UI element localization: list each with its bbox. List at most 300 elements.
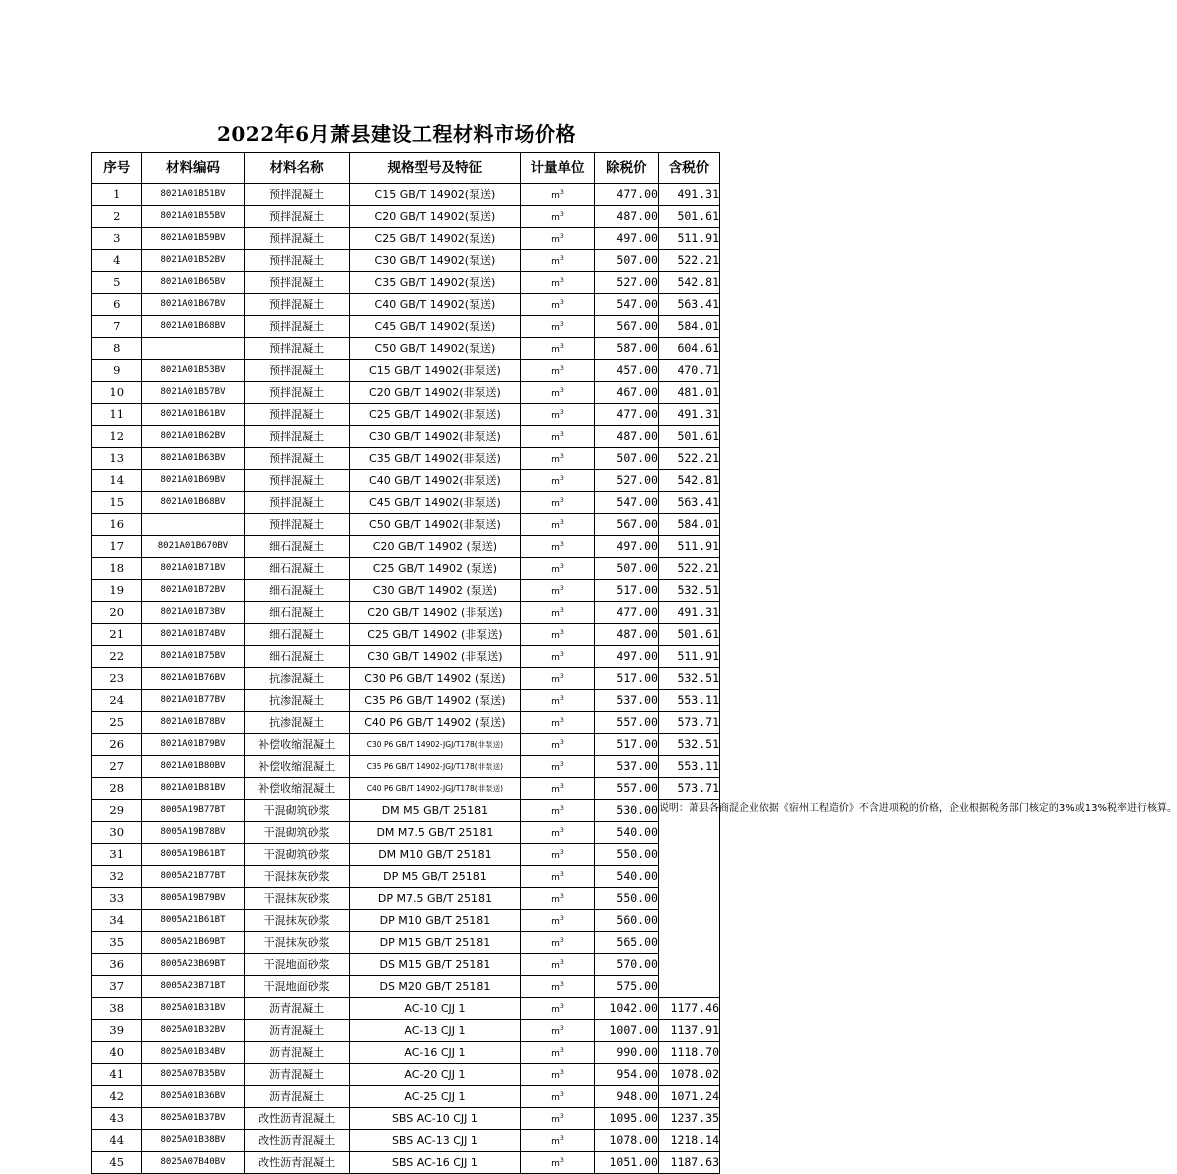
row-number: 42 [92,1086,142,1108]
unit-cubic-meter [521,976,595,998]
spec-description: C50 GB/T 14902(泵送) [349,338,520,360]
material-name: 干混抹灰砂浆 [244,910,349,932]
spec-description: AC-10 CJJ 1 [349,998,520,1020]
unit-exponent: 3 [559,783,564,790]
price-excl-tax: 1095.00 [594,1108,658,1130]
material-code: 8005A19B77BT [142,800,244,822]
spec-description: C25 GB/T 14902 (非泵送) [349,624,520,646]
unit-exponent: 3 [559,541,564,548]
row-number: 35 [92,932,142,954]
price-incl-tax: 1218.14 [658,1130,719,1152]
row-number: 32 [92,866,142,888]
unit-cubic-meter [521,184,595,206]
unit-base: m [551,653,560,663]
table-row [92,360,720,382]
spec-description: C35 GB/T 14902(非泵送) [349,448,520,470]
spec-description: C35 P6 GB/T 14902 (泵送) [349,690,520,712]
unit-base: m [551,785,560,795]
unit-cubic-meter [521,404,595,426]
unit-cubic-meter [521,492,595,514]
price-excl-tax: 540.00 [594,866,658,888]
unit-exponent: 3 [559,211,564,218]
spec-description: DP M15 GB/T 25181 [349,932,520,954]
unit-exponent: 3 [559,431,564,438]
material-name: 干混抹灰砂浆 [244,932,349,954]
row-number: 17 [92,536,142,558]
table-row [92,206,720,228]
material-name: 沥青混凝土 [244,1064,349,1086]
material-name: 补偿收缩混凝土 [244,734,349,756]
row-number: 4 [92,250,142,272]
unit-cubic-meter [521,1020,595,1042]
unit-base: m [551,587,560,597]
header-name: 材料名称 [244,153,349,184]
header-price: 除税价 [594,153,658,184]
price-excl-tax: 547.00 [594,492,658,514]
row-number: 41 [92,1064,142,1086]
material-name: 干混地面砂浆 [244,976,349,998]
unit-exponent: 3 [559,1069,564,1076]
material-name: 细石混凝土 [244,580,349,602]
unit-base: m [551,455,560,465]
unit-exponent: 3 [559,387,564,394]
price-excl-tax: 507.00 [594,250,658,272]
unit-exponent: 3 [559,849,564,856]
spec-description: C30 GB/T 14902(泵送) [349,250,520,272]
unit-base: m [551,829,560,839]
price-incl-tax: 542.81 [658,272,719,294]
material-code: 8025A01B37BV [142,1108,244,1130]
unit-base: m [551,279,560,289]
table-row [92,558,720,580]
unit-exponent: 3 [559,277,564,284]
material-code: 8021A01B62BV [142,426,244,448]
table-row [92,954,720,976]
price-incl-tax: 522.21 [658,448,719,470]
price-incl-tax: 511.91 [658,536,719,558]
header-unit: 计量单位 [521,153,595,184]
row-number: 6 [92,294,142,316]
price-incl-tax: 553.11 [658,756,719,778]
material-name: 预拌混凝土 [244,272,349,294]
row-number: 23 [92,668,142,690]
unit-base: m [551,213,560,223]
unit-cubic-meter [521,888,595,910]
material-name: 干混抹灰砂浆 [244,866,349,888]
material-code: 8005A21B77BT [142,866,244,888]
spec-description: C30 GB/T 14902(非泵送) [349,426,520,448]
unit-cubic-meter [521,954,595,976]
unit-base: m [551,609,560,619]
spec-description: C30 GB/T 14902 (非泵送) [349,646,520,668]
row-number: 16 [92,514,142,536]
unit-base: m [551,983,560,993]
price-excl-tax: 507.00 [594,558,658,580]
material-code: 8021A01B57BV [142,382,244,404]
unit-exponent: 3 [559,475,564,482]
material-code [142,338,244,360]
price-incl-tax: 584.01 [658,514,719,536]
unit-exponent: 3 [559,409,564,416]
unit-base: m [551,807,560,817]
material-name: 预拌混凝土 [244,360,349,382]
price-incl-tax: 511.91 [658,228,719,250]
price-excl-tax: 497.00 [594,536,658,558]
unit-cubic-meter [521,250,595,272]
spec-description: SBS AC-13 CJJ 1 [349,1130,520,1152]
price-excl-tax: 1051.00 [594,1152,658,1174]
spec-description: SBS AC-16 CJJ 1 [349,1152,520,1174]
price-excl-tax: 527.00 [594,470,658,492]
unit-exponent: 3 [559,585,564,592]
table-row [92,294,720,316]
material-code: 8025A01B38BV [142,1130,244,1152]
material-code [142,514,244,536]
spec-description: C35 P6 GB/T 14902-JGJ/T178(非泵送) [349,756,520,778]
page-title: 2022年6月萧县建设工程材料市场价格 [216,122,577,146]
unit-cubic-meter [521,1152,595,1174]
header-spec: 规格型号及特征 [349,153,520,184]
row-number: 45 [92,1152,142,1174]
unit-cubic-meter [521,338,595,360]
price-incl-tax: 532.51 [658,734,719,756]
price-excl-tax: 477.00 [594,404,658,426]
spec-description: C20 GB/T 14902(泵送) [349,206,520,228]
price-incl-tax: 470.71 [658,360,719,382]
price-excl-tax: 537.00 [594,690,658,712]
row-number: 12 [92,426,142,448]
unit-cubic-meter [521,382,595,404]
price-excl-tax: 1007.00 [594,1020,658,1042]
unit-exponent: 3 [559,959,564,966]
material-code: 8005A21B69BT [142,932,244,954]
unit-exponent: 3 [559,453,564,460]
spec-description: C20 GB/T 14902 (非泵送) [349,602,520,624]
material-code: 8005A19B61BT [142,844,244,866]
spec-description: C30 GB/T 14902 (泵送) [349,580,520,602]
unit-exponent: 3 [559,717,564,724]
row-number: 19 [92,580,142,602]
unit-base: m [551,1027,560,1037]
unit-cubic-meter [521,426,595,448]
row-number: 29 [92,800,142,822]
material-name: 沥青混凝土 [244,1042,349,1064]
unit-cubic-meter [521,932,595,954]
unit-base: m [551,477,560,487]
table-row [92,888,720,910]
row-number: 30 [92,822,142,844]
spec-description: DM M5 GB/T 25181 [349,800,520,822]
unit-cubic-meter [521,1130,595,1152]
spec-description: C40 GB/T 14902(泵送) [349,294,520,316]
material-code: 8025A01B34BV [142,1042,244,1064]
table-row [92,250,720,272]
material-name: 补偿收缩混凝土 [244,756,349,778]
unit-exponent: 3 [559,1157,564,1164]
price-excl-tax: 570.00 [594,954,658,976]
table-row [92,646,720,668]
unit-cubic-meter [521,536,595,558]
price-incl-tax: 501.61 [658,624,719,646]
material-code: 8021A01B55BV [142,206,244,228]
unit-exponent: 3 [559,365,564,372]
material-code: 8021A01B52BV [142,250,244,272]
unit-cubic-meter [521,360,595,382]
unit-base: m [551,675,560,685]
price-incl-tax: 573.71 [658,778,719,800]
unit-exponent: 3 [559,519,564,526]
material-name: 预拌混凝土 [244,250,349,272]
price-excl-tax: 537.00 [594,756,658,778]
material-name: 预拌混凝土 [244,514,349,536]
row-number: 25 [92,712,142,734]
unit-base: m [551,1093,560,1103]
unit-cubic-meter [521,866,595,888]
unit-cubic-meter [521,778,595,800]
unit-cubic-meter [521,668,595,690]
row-number: 31 [92,844,142,866]
unit-base: m [551,763,560,773]
unit-base: m [551,1071,560,1081]
spec-description: DS M15 GB/T 25181 [349,954,520,976]
spec-description: DP M7.5 GB/T 25181 [349,888,520,910]
material-code: 8021A01B65BV [142,272,244,294]
table-row [92,844,720,866]
material-code: 8021A01B79BV [142,734,244,756]
material-name: 预拌混凝土 [244,206,349,228]
material-name: 预拌混凝土 [244,338,349,360]
price-excl-tax: 567.00 [594,514,658,536]
price-incl-tax: 1071.24 [658,1086,719,1108]
material-code: 8021A01B74BV [142,624,244,646]
material-name: 预拌混凝土 [244,426,349,448]
table-row [92,734,720,756]
header-code: 材料编码 [142,153,244,184]
table-row [92,426,720,448]
spec-description: C45 GB/T 14902(非泵送) [349,492,520,514]
row-number: 8 [92,338,142,360]
spec-description: DP M5 GB/T 25181 [349,866,520,888]
table-row [92,536,720,558]
unit-exponent: 3 [559,1025,564,1032]
table-row [92,316,720,338]
material-name: 细石混凝土 [244,536,349,558]
row-number: 11 [92,404,142,426]
row-number: 13 [92,448,142,470]
unit-base: m [551,235,560,245]
price-incl-tax: 1237.35 [658,1108,719,1130]
unit-cubic-meter [521,624,595,646]
spec-description: C15 GB/T 14902(非泵送) [349,360,520,382]
unit-exponent: 3 [559,827,564,834]
spec-description: C20 GB/T 14902 (泵送) [349,536,520,558]
unit-exponent: 3 [559,893,564,900]
row-number: 34 [92,910,142,932]
table-row [92,1042,720,1064]
unit-base: m [551,961,560,971]
price-excl-tax: 587.00 [594,338,658,360]
unit-exponent: 3 [559,255,564,262]
unit-exponent: 3 [559,497,564,504]
spec-description: C20 GB/T 14902(非泵送) [349,382,520,404]
table-row [92,1064,720,1086]
spec-description: DM M10 GB/T 25181 [349,844,520,866]
price-excl-tax: 948.00 [594,1086,658,1108]
table-row [92,602,720,624]
material-name: 干混地面砂浆 [244,954,349,976]
price-incl-tax: 491.31 [658,184,719,206]
row-number: 9 [92,360,142,382]
material-code: 8025A07B40BV [142,1152,244,1174]
unit-cubic-meter [521,602,595,624]
price-excl-tax: 1078.00 [594,1130,658,1152]
unit-base: m [551,1159,560,1169]
unit-base: m [551,1115,560,1125]
price-excl-tax: 487.00 [594,426,658,448]
table-row [92,910,720,932]
table-row [92,272,720,294]
price-excl-tax: 477.00 [594,602,658,624]
row-number: 14 [92,470,142,492]
price-incl-tax: 501.61 [658,206,719,228]
material-name: 预拌混凝土 [244,404,349,426]
material-name: 预拌混凝土 [244,382,349,404]
spec-description: AC-25 CJJ 1 [349,1086,520,1108]
material-code: 8021A01B80BV [142,756,244,778]
material-code: 8021A01B75BV [142,646,244,668]
material-code: 8021A01B67BV [142,294,244,316]
material-name: 预拌混凝土 [244,184,349,206]
price-incl-tax: 532.51 [658,668,719,690]
table-row [92,228,720,250]
unit-cubic-meter [521,1064,595,1086]
unit-cubic-meter [521,712,595,734]
material-code: 8021A01B78BV [142,712,244,734]
spec-description: C15 GB/T 14902(泵送) [349,184,520,206]
row-number: 43 [92,1108,142,1130]
spec-description: C25 GB/T 14902(非泵送) [349,404,520,426]
unit-base: m [551,301,560,311]
table-row [92,624,720,646]
price-incl-tax: 1078.02 [658,1064,719,1086]
unit-base: m [551,741,560,751]
unit-exponent: 3 [559,1113,564,1120]
material-name: 补偿收缩混凝土 [244,778,349,800]
unit-exponent: 3 [559,915,564,922]
unit-base: m [551,191,560,201]
material-name: 改性沥青混凝土 [244,1130,349,1152]
spec-description: AC-13 CJJ 1 [349,1020,520,1042]
table-row [92,822,720,844]
row-number: 27 [92,756,142,778]
spec-description: AC-16 CJJ 1 [349,1042,520,1064]
spec-description: C35 GB/T 14902(泵送) [349,272,520,294]
table-row [92,1130,720,1152]
material-name: 细石混凝土 [244,646,349,668]
unit-cubic-meter [521,646,595,668]
price-incl-tax: 522.21 [658,558,719,580]
row-number: 7 [92,316,142,338]
price-excl-tax: 497.00 [594,646,658,668]
material-code: 8021A01B68BV [142,316,244,338]
table-row [92,976,720,998]
table-row [92,1086,720,1108]
unit-cubic-meter [521,1108,595,1130]
material-code: 8021A01B73BV [142,602,244,624]
unit-base: m [551,257,560,267]
price-excl-tax: 540.00 [594,822,658,844]
row-number: 21 [92,624,142,646]
unit-cubic-meter [521,910,595,932]
tax-note: 说明：萧县各商混企业依据《宿州工程造价》不含进项税的价格，企业根据税务部门核定的3%或13%税率进行核算。 [658,800,719,998]
unit-base: m [551,1049,560,1059]
unit-exponent: 3 [559,981,564,988]
price-incl-tax: 481.01 [658,382,719,404]
price-incl-tax: 532.51 [658,580,719,602]
material-name: 沥青混凝土 [244,1086,349,1108]
unit-exponent: 3 [559,321,564,328]
row-number: 36 [92,954,142,976]
unit-cubic-meter [521,294,595,316]
spec-description: C25 GB/T 14902 (泵送) [349,558,520,580]
unit-base: m [551,1005,560,1015]
row-number: 44 [92,1130,142,1152]
price-incl-tax: 491.31 [658,404,719,426]
row-number: 5 [92,272,142,294]
table-row [92,580,720,602]
unit-exponent: 3 [559,937,564,944]
price-excl-tax: 527.00 [594,272,658,294]
spec-description: SBS AC-10 CJJ 1 [349,1108,520,1130]
material-name: 抗渗混凝土 [244,668,349,690]
price-incl-tax: 563.41 [658,492,719,514]
price-incl-tax: 604.61 [658,338,719,360]
unit-exponent: 3 [559,233,564,240]
row-number: 24 [92,690,142,712]
price-incl-tax: 1177.46 [658,998,719,1020]
table-body [92,184,1177,1174]
price-excl-tax: 517.00 [594,668,658,690]
table-row [92,338,720,360]
unit-cubic-meter [521,272,595,294]
unit-cubic-meter [521,844,595,866]
row-number: 37 [92,976,142,998]
table-row [92,382,720,404]
unit-base: m [551,939,560,949]
unit-base: m [551,851,560,861]
table-row [92,668,720,690]
price-incl-tax: 501.61 [658,426,719,448]
material-name: 干混砌筑砂浆 [244,822,349,844]
row-number: 10 [92,382,142,404]
unit-base: m [551,367,560,377]
price-incl-tax: 584.01 [658,316,719,338]
price-excl-tax: 467.00 [594,382,658,404]
material-code: 8021A01B81BV [142,778,244,800]
price-excl-tax: 1042.00 [594,998,658,1020]
table-row [92,712,720,734]
spec-description: C30 P6 GB/T 14902 (泵送) [349,668,520,690]
unit-base: m [551,697,560,707]
spec-description: DM M7.5 GB/T 25181 [349,822,520,844]
unit-cubic-meter [521,206,595,228]
price-excl-tax: 457.00 [594,360,658,382]
unit-exponent: 3 [559,189,564,196]
unit-cubic-meter [521,558,595,580]
unit-exponent: 3 [559,761,564,768]
unit-exponent: 3 [559,1091,564,1098]
unit-cubic-meter [521,756,595,778]
